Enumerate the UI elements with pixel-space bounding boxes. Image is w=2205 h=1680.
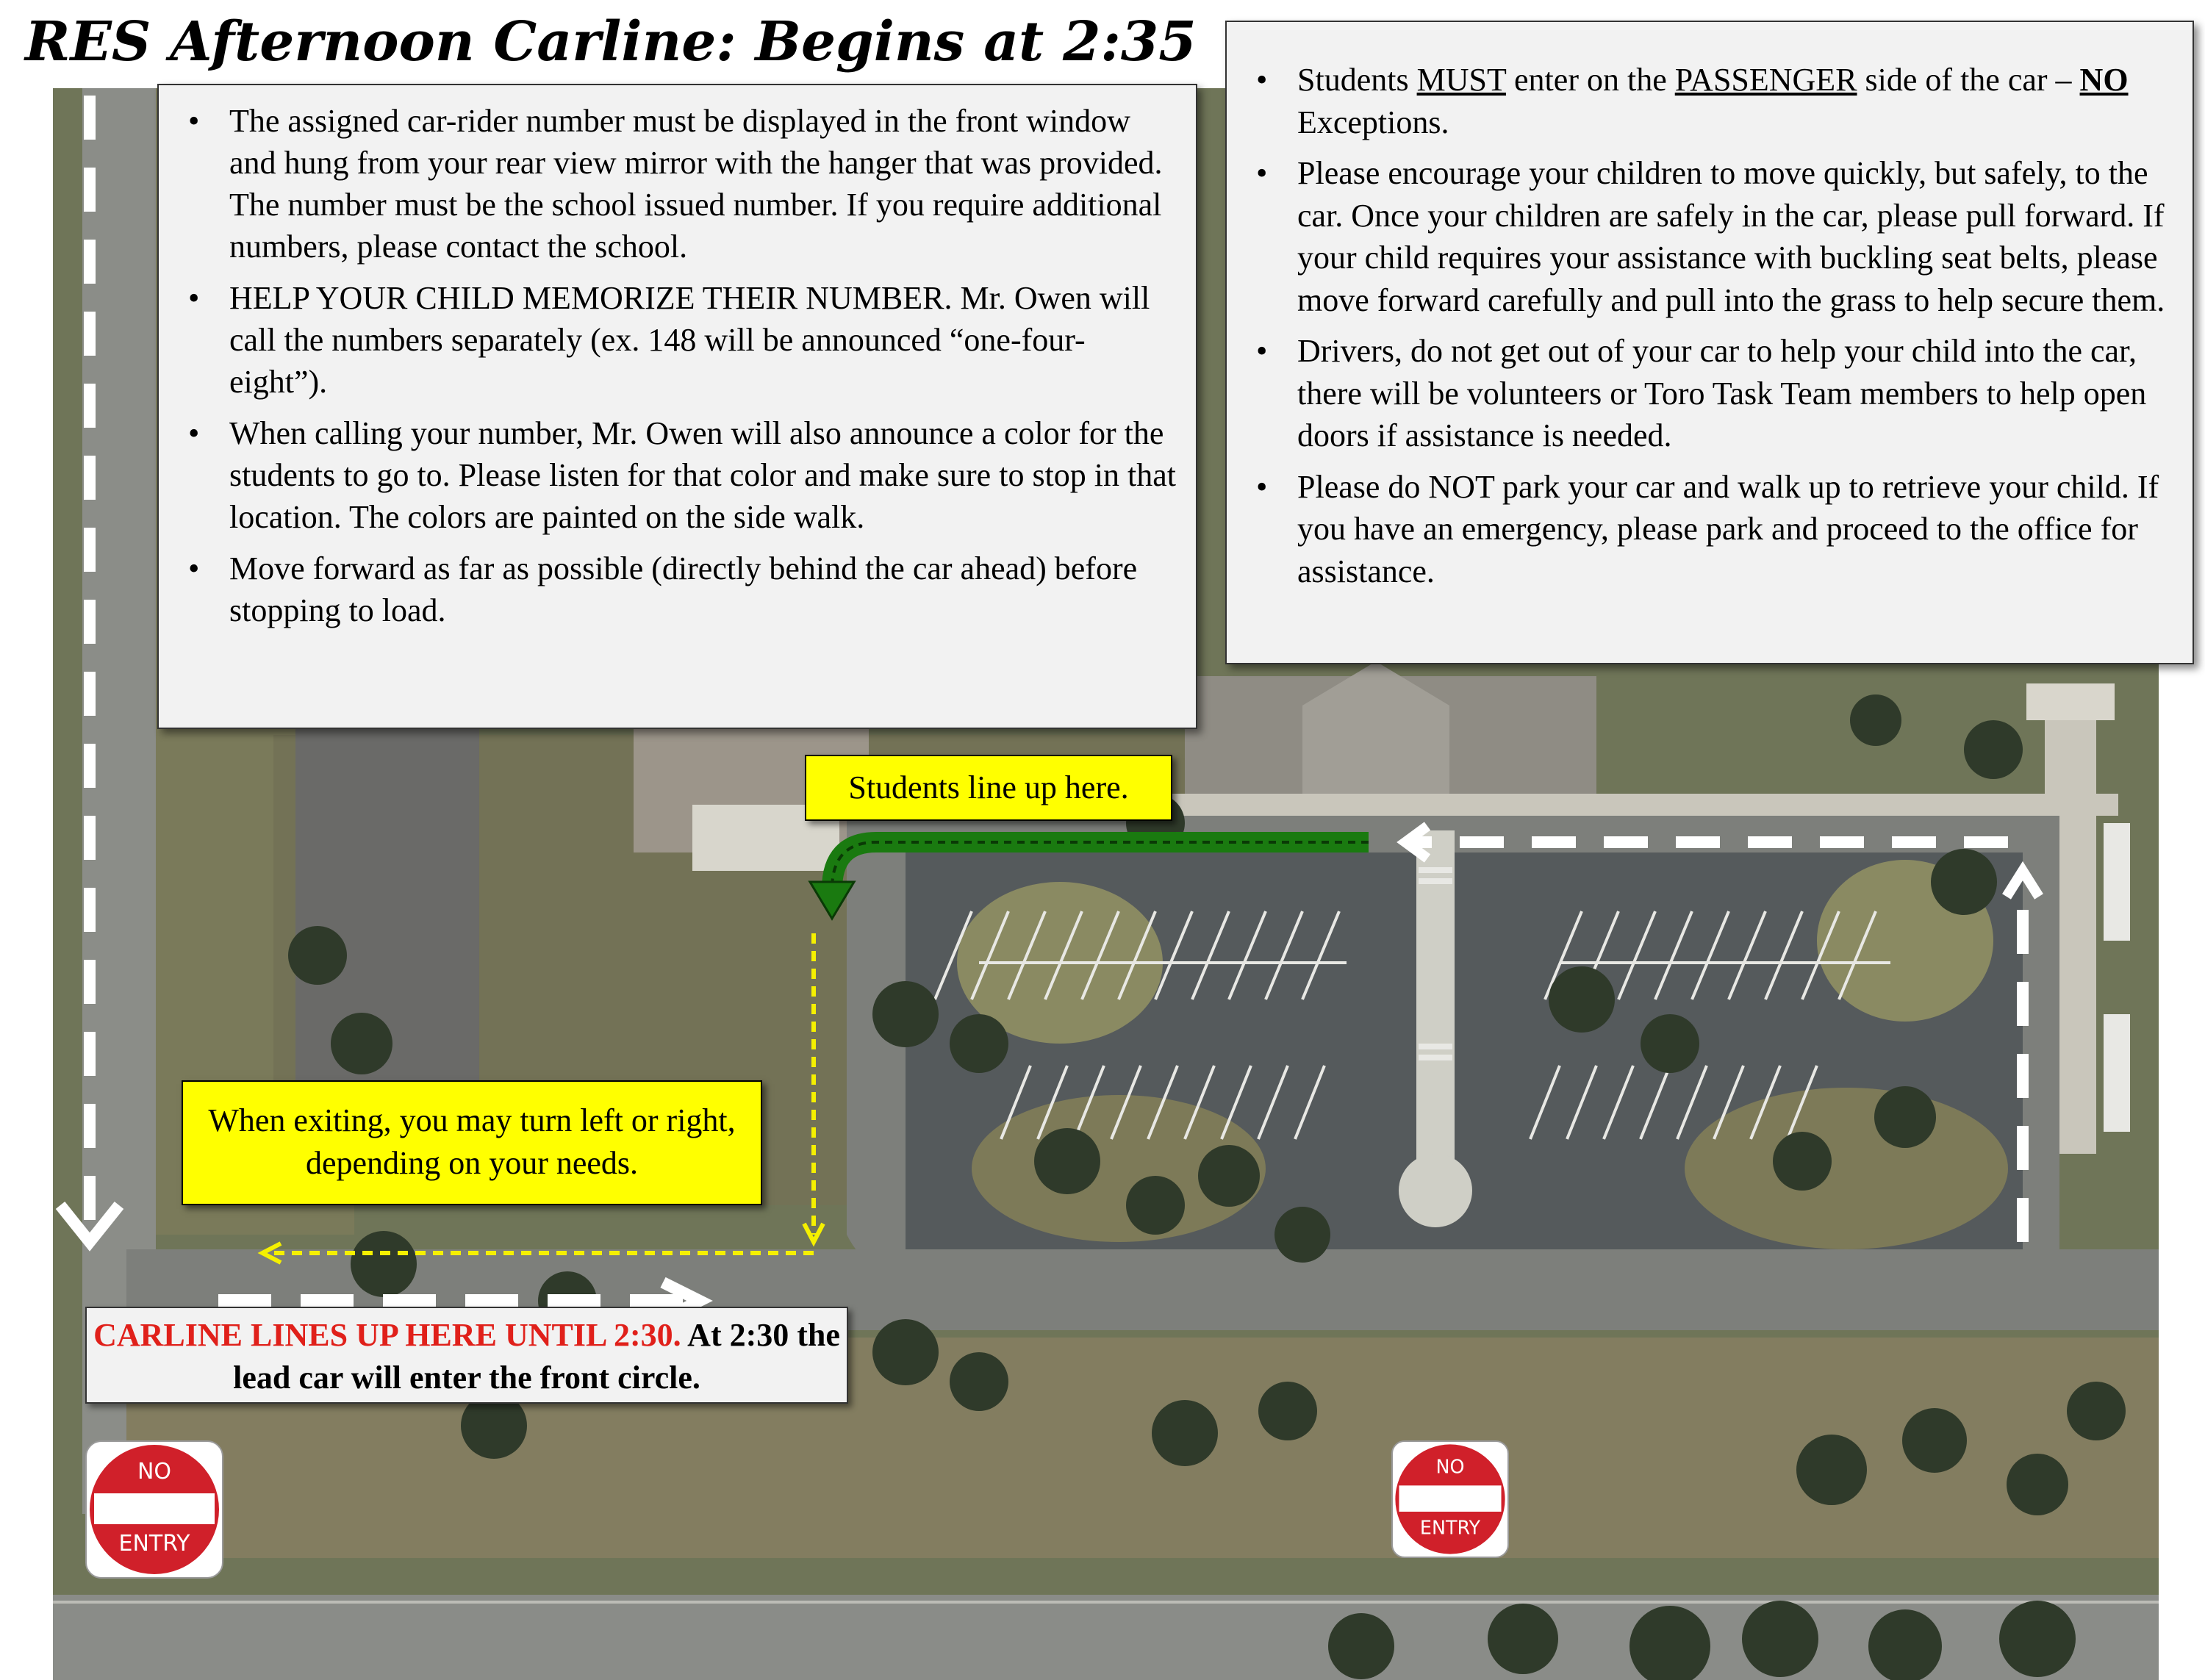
no-entry-sign-right [1391,1440,1509,1558]
instruction-item: • Move forward as far as possible (directly behind the car ahead) before stopping to load. [171,548,1178,631]
exit-direction-callout: When exiting, you may turn left or right, depending on your needs. [182,1080,762,1205]
carline-notice-rest: At 2:30 the lead car will enter the front circle. [233,1317,840,1396]
emphasis-passenger: PASSENGER [1674,62,1857,98]
no-entry-bottom-text: ENTRY [118,1531,190,1557]
no-entry-top-text: NO [137,1459,172,1485]
text-fragment: side of the car – [1857,62,2080,98]
no-entry-icon [1393,1442,1507,1557]
text-fragment: Exceptions. [1297,104,1449,140]
instructions-panel-left [157,84,1197,729]
instruction-item: • Please encourage your children to move quickly, but safely, to the car. Once your children are safely in the car, please pull forward. If your child requires your assistance with buckling seat belts, please move forward carefully and pull into the grass to help secure them. [1238,152,2175,321]
instruction-item: • Drivers, do not get out of your car to help your child into the car, there will be volunteers or Toro Task Team members to help open doors if assistance is needed. [1238,330,2175,457]
no-entry-bottom-text: ENTRY [1419,1516,1481,1539]
instructions-list-right [1238,59,2175,592]
carline-notice-red: CARLINE LINES UP HERE UNTIL 2:30. [93,1317,681,1353]
no-entry-top-text: NO [1435,1455,1465,1478]
students-line-up-callout: Students line up here. [805,755,1172,821]
emphasis-must: MUST [1416,62,1507,98]
no-entry-icon [87,1442,222,1577]
instruction-item-passenger-side [1238,59,2175,143]
text-fragment: enter on the [1506,62,1675,98]
carline-notice [85,1307,848,1404]
instruction-item: • Please do NOT park your car and walk up to retrieve your child. If you have an emergency, please park and proceed to the office for assistance. [1238,466,2175,593]
instruction-item: • When calling your number, Mr. Owen will also announce a color for the students to go to. Please listen for that color and make sure to stop in that location. The colors are painted on the side walk. [171,412,1178,538]
instruction-item: • The assigned car-rider number must be displayed in the front window and hung from your rear view mirror with the hanger that was provided. The number must be the school issued number. If you require additional numbers, please contact the school. [171,100,1178,268]
instructions-list-left [171,100,1178,631]
instruction-item: • HELP YOUR CHILD MEMORIZE THEIR NUMBER. Mr. Owen will call the numbers separately (ex. 148 will be announced “one-four-eight”). [171,277,1178,403]
text-fragment: Students [1297,62,1417,98]
emphasis-no: NO [2079,62,2129,98]
no-entry-sign-left [85,1440,223,1579]
page-title: RES Afternoon Carline: Begins at 2:35 [25,10,1197,73]
instructions-panel-right [1225,21,2194,664]
